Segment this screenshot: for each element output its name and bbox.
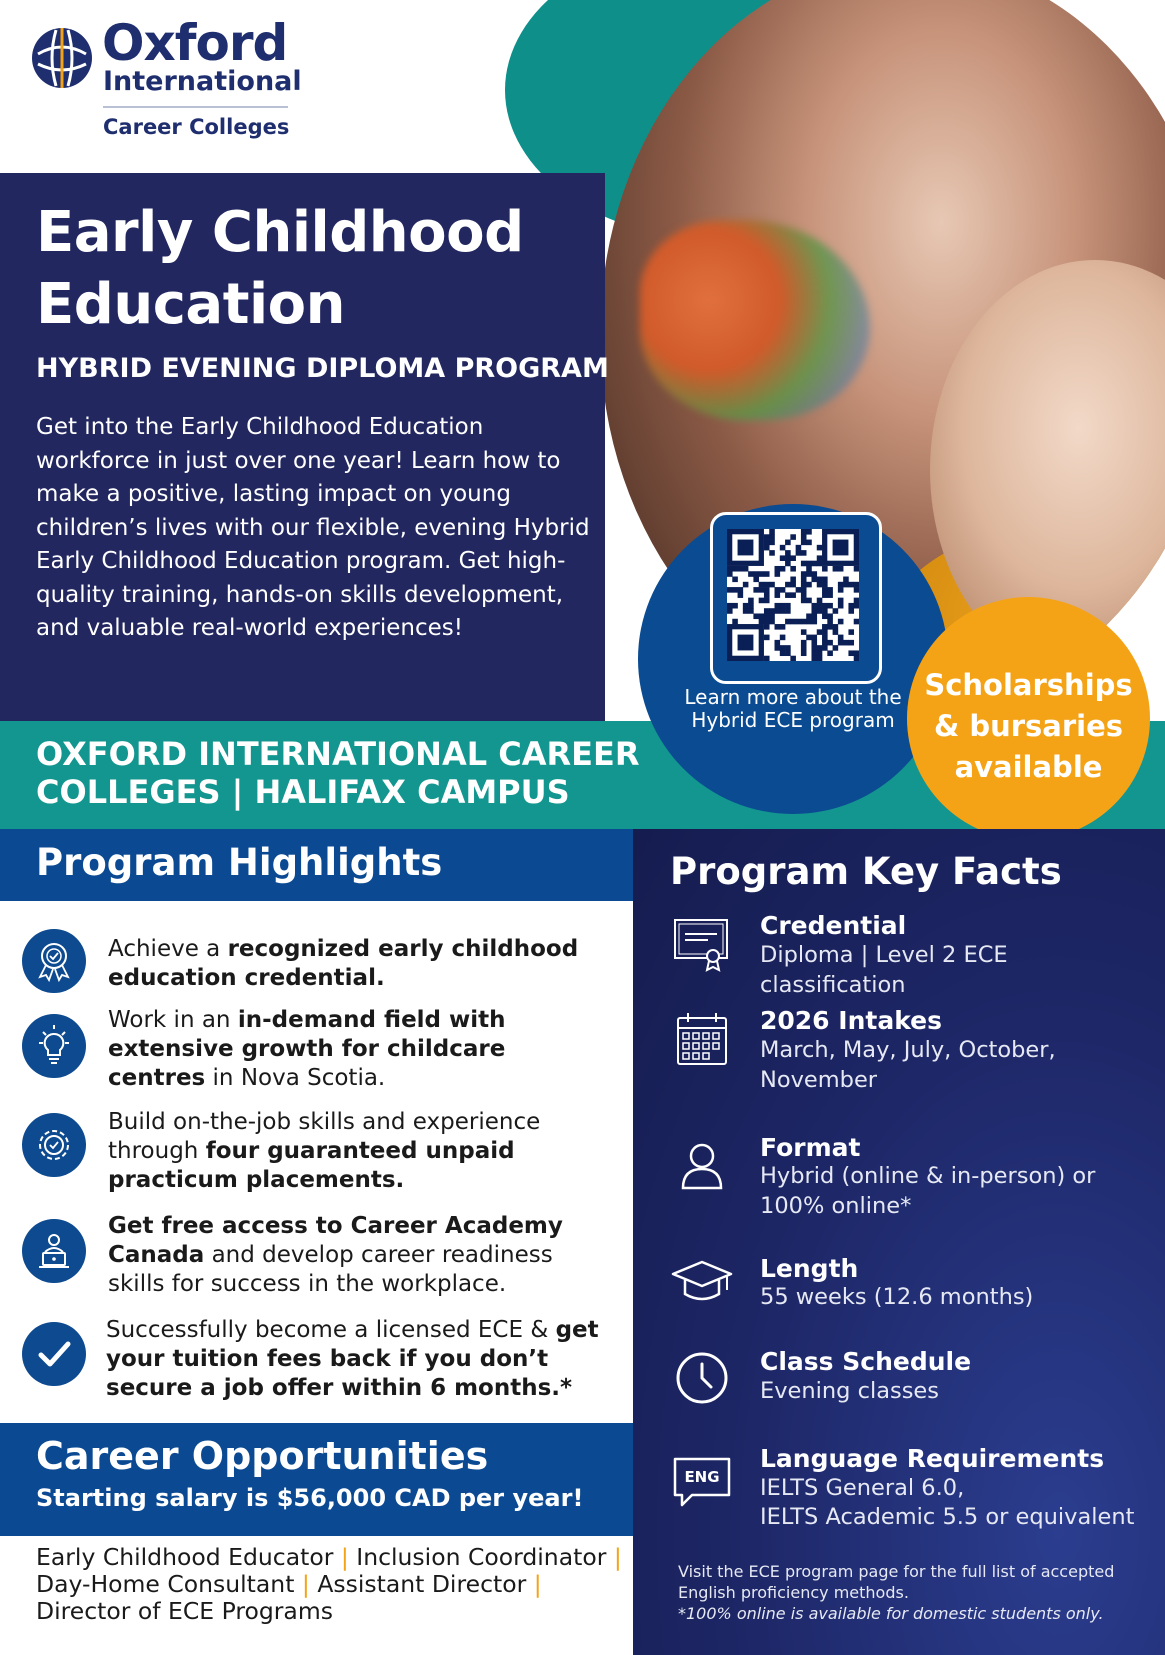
fact-schedule-heading: Class Schedule [760, 1347, 972, 1376]
person-icon [670, 1136, 734, 1200]
job-item: Day-Home Consultant [36, 1570, 295, 1598]
page-title: Early Childhood Education [36, 200, 524, 337]
job-item: Assistant Director [317, 1570, 527, 1598]
language-icon-label: ENG [684, 1468, 720, 1486]
fact-schedule-body: Evening classes [760, 1378, 940, 1404]
job-item: Inclusion Coordinator [356, 1543, 607, 1571]
highlight-1: Achieve a recognized early childhood education credential. [108, 936, 579, 991]
job-separator: | [340, 1543, 349, 1571]
fact-credential-heading: Credential [760, 911, 907, 940]
fact-length-heading: Length [760, 1254, 859, 1283]
fact-language-heading: Language Requirements [760, 1444, 1105, 1473]
certificate-icon [670, 912, 734, 976]
intro-paragraph: Get into the Early Childhood Education workforce in just over one year! Learn how to make a positive, lasting impact on young children’s lives with our flexible, evening Hybrid Early Childhood Education program. Get high-quality training, hands-on skills development, and valuable real-world experiences! [36, 414, 590, 641]
fact-length-body: 55 weeks (12.6 months) [760, 1284, 1034, 1310]
campus-line-2: COLLEGES | HALIFAX CAMPUS [36, 773, 570, 811]
campus-line-1: OXFORD INTERNATIONAL CAREER [36, 735, 640, 773]
scholarship-line-2: & bursaries [933, 709, 1124, 743]
career-salary: Starting salary is $56,000 CAD per year! [36, 1484, 584, 1512]
oxford-globe-logo-icon [30, 26, 94, 90]
graduation-cap-icon [670, 1250, 734, 1314]
job-separator: | [613, 1543, 622, 1571]
scholarship-text [907, 665, 1150, 788]
brand-subname: International [103, 66, 302, 97]
english-proficiency-note: Visit the ECE program page for the full list of accepted English proficiency methods. [678, 1562, 1115, 1602]
logo-divider [103, 106, 288, 108]
calendar-icon [670, 1008, 734, 1072]
key-facts-note [678, 1561, 1148, 1624]
fact-intakes-heading: 2026 Intakes [760, 1006, 942, 1035]
fact-format-heading: Format [760, 1133, 861, 1162]
highlight-2: Work in an in-demand field with extensive growth for childcare centres in Nova Scotia. [108, 1007, 506, 1091]
online-footnote: *100% online is available for domestic students only. [678, 1604, 1104, 1623]
career-title: Career Opportunities [36, 1434, 489, 1478]
job-separator: | [301, 1570, 310, 1598]
highlight-5: Successfully become a licensed ECE & get your tuition fees back if you don’t secure a job offer within 6 months.* [106, 1317, 599, 1401]
fact-intakes-body: March, May, July, October, November [760, 1037, 1056, 1093]
job-item: Director of ECE Programs [36, 1597, 333, 1625]
laptop-user-icon [22, 1219, 86, 1283]
language-bubble-icon [670, 1451, 734, 1515]
gear-icon [22, 1113, 86, 1177]
scholarship-line-1: Scholarships [924, 668, 1133, 702]
fact-language-body-1: IELTS General 6.0, [760, 1475, 965, 1501]
page-subtitle: HYBRID EVENING DIPLOMA PROGRAM [36, 353, 609, 384]
fact-language-body-2: IELTS Academic 5.5 or equivalent [760, 1504, 1135, 1530]
brand-name: Oxford [102, 14, 288, 72]
job-item: Early Childhood Educator [36, 1543, 334, 1571]
key-facts-title: Program Key Facts [670, 850, 1062, 893]
job-separator: | [533, 1570, 542, 1598]
highlight-4: Get free access to Career Academy Canada and develop career readiness skills for success in the workplace. [108, 1213, 563, 1297]
clock-icon [670, 1346, 734, 1410]
scholarship-line-3: available [954, 750, 1103, 784]
highlights-title: Program Highlights [36, 841, 443, 884]
brand-division: Career Colleges [103, 115, 290, 139]
highlight-3: Build on-the-job skills and experience through four guaranteed unpaid practicum placements. [108, 1109, 541, 1193]
campus-name [36, 735, 639, 811]
qr-code[interactable] [727, 529, 859, 661]
award-badge-icon [22, 929, 86, 993]
checkmark-icon [22, 1322, 86, 1386]
career-jobs-list [36, 1544, 636, 1625]
lightbulb-icon [22, 1014, 86, 1078]
fact-format-body: Hybrid (online & in-person) or 100% online* [760, 1163, 1096, 1219]
fact-credential-body: Diploma | Level 2 ECE classification [760, 942, 1008, 998]
qr-caption: Learn more about the Hybrid ECE program [684, 685, 902, 732]
